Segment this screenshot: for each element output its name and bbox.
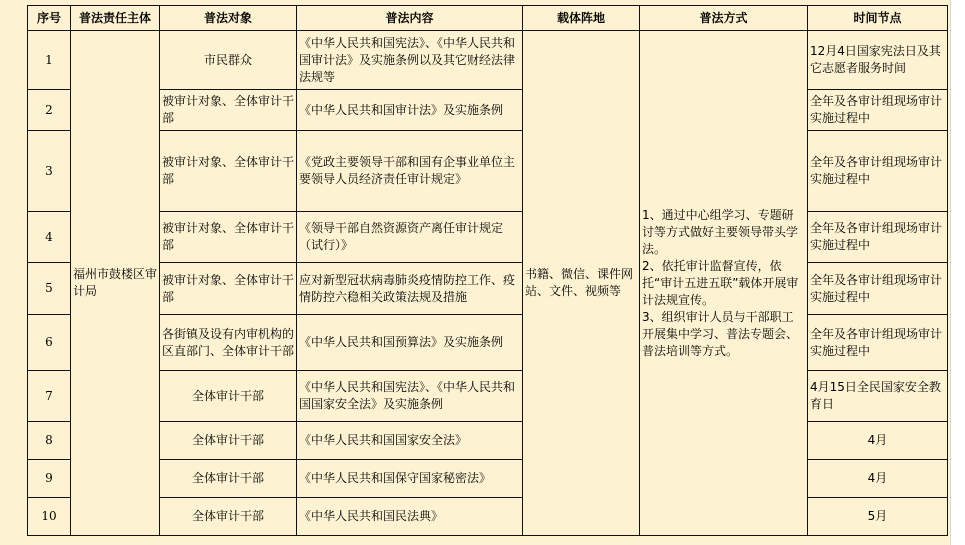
row-number: 8 [28, 422, 71, 460]
row-target: 全体审计干部 [160, 460, 297, 498]
row-target: 全体审计干部 [160, 371, 297, 422]
header-time: 时间节点 [808, 6, 948, 31]
row-number: 6 [28, 315, 71, 371]
row-target: 被审计对象、全体审计干部 [160, 131, 297, 212]
header-carrier: 载体阵地 [523, 6, 640, 31]
row-time: 全年及各审计组现场审计实施过程中 [808, 212, 948, 263]
row-target: 被审计对象、全体审计干部 [160, 263, 297, 315]
header-content: 普法内容 [297, 6, 523, 31]
table-row [28, 371, 948, 422]
header-no: 序号 [28, 6, 71, 31]
row-target: 全体审计干部 [160, 422, 297, 460]
row-number: 4 [28, 212, 71, 263]
row-time: 4月15日全民国家安全教育日 [808, 371, 948, 422]
table-row [28, 90, 948, 131]
header-target: 普法对象 [160, 6, 297, 31]
row-target: 被审计对象、全体审计干部 [160, 90, 297, 131]
row-content: 《中华人民共和国审计法》及实施条例 [297, 90, 523, 131]
row-number: 3 [28, 131, 71, 212]
table-row [28, 131, 948, 212]
row-target: 被审计对象、全体审计干部 [160, 212, 297, 263]
header-row [28, 6, 948, 31]
row-time: 4月 [808, 422, 948, 460]
header-method: 普法方式 [640, 6, 808, 31]
row-number: 5 [28, 263, 71, 315]
row-content: 《中华人民共和国宪法》、《中华人民共和国国家安全法》及实施条例 [297, 371, 523, 422]
table-row [28, 498, 948, 536]
table-row [28, 422, 948, 460]
row-time: 全年及各审计组现场审计实施过程中 [808, 315, 948, 371]
row-time: 全年及各审计组现场审计实施过程中 [808, 263, 948, 315]
table-row [28, 212, 948, 263]
row-time: 全年及各审计组现场审计实施过程中 [808, 131, 948, 212]
table-row [28, 460, 948, 498]
row-target: 全体审计干部 [160, 498, 297, 536]
row-target: 市民群众 [160, 31, 297, 90]
header-entity: 普法责任主体 [71, 6, 160, 31]
row-content: 《中华人民共和国民法典》 [297, 498, 523, 536]
row-content: 《中华人民共和国宪法》、《中华人民共和国审计法》及实施条例以及其它财经法律法规等 [297, 31, 523, 90]
row-time: 全年及各审计组现场审计实施过程中 [808, 90, 948, 131]
row-time: 5月 [808, 498, 948, 536]
row-content: 《中华人民共和国预算法》及实施条例 [297, 315, 523, 371]
table-row [28, 31, 948, 90]
legal-education-table [27, 5, 948, 536]
carrier-cell: 书籍、微信、课件网站、文件、视频等 [523, 31, 640, 536]
row-content: 《中华人民共和国保守国家秘密法》 [297, 460, 523, 498]
row-number: 10 [28, 498, 71, 536]
table-row [28, 315, 948, 371]
row-number: 2 [28, 90, 71, 131]
row-number: 1 [28, 31, 71, 90]
row-target: 各街镇及设有内审机构的区直部门、全体审计干部 [160, 315, 297, 371]
row-time: 4月 [808, 460, 948, 498]
scrollbar-track[interactable] [951, 0, 965, 545]
row-content: 《领导干部自然资源资产离任审计规定（试行）》 [297, 212, 523, 263]
row-time: 12月4日国家宪法日及其它志愿者服务时间 [808, 31, 948, 90]
responsible-entity: 福州市鼓楼区审计局 [71, 31, 160, 536]
row-number: 9 [28, 460, 71, 498]
row-content: 《党政主要领导干部和国有企事业单位主要领导人员经济责任审计规定》 [297, 131, 523, 212]
method-cell: 1、通过中心组学习、专题研讨等方式做好主要领导带头学法。 2、依托审计监督宣传，依托“审计五进五联”载体开展审计法规宣传。 3、组织审计人员与干部职工开展集中学习、普法专题会、普法培训等方式。 [640, 31, 808, 536]
row-content: 应对新型冠状病毒肺炎疫情防控工作、疫情防控六稳相关政策法规及措施 [297, 263, 523, 315]
row-number: 7 [28, 371, 71, 422]
row-content: 《中华人民共和国国家安全法》 [297, 422, 523, 460]
table-row [28, 263, 948, 315]
